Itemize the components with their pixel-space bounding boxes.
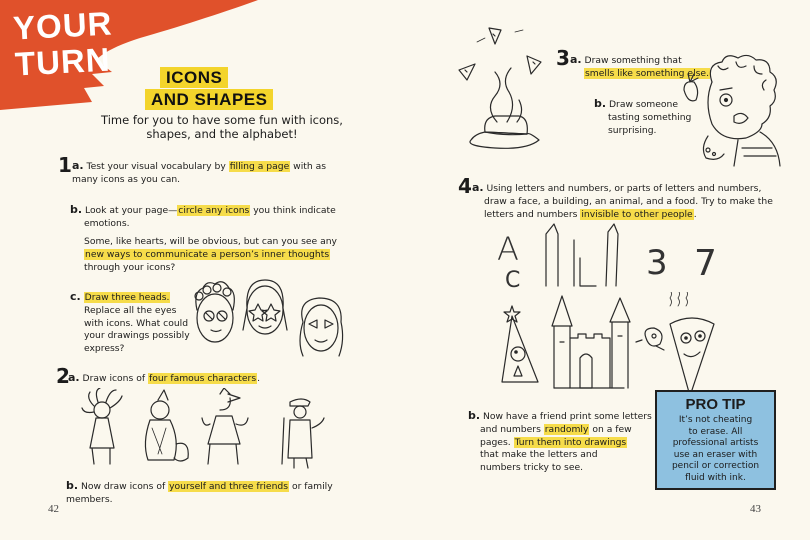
exercise-1a-letter: a.	[72, 159, 84, 172]
exercise-4a-line1: Using letters and numbers, or parts of letters and numbers,	[486, 183, 762, 194]
exercise-1b-p2-line3: through your icons?	[84, 261, 176, 273]
hat-pizza-smell-sketch	[455, 22, 555, 162]
exercise-1b-p2	[84, 236, 364, 274]
pro-tip-line2: to erase. All	[688, 426, 743, 437]
pro-tip-line5: pencil or correction	[671, 461, 760, 472]
exercise-1c-line2: Replace all the eyes	[84, 304, 177, 316]
exercise-4b-line4: that make the letters and	[480, 449, 598, 461]
four-characters-sketch	[80, 388, 330, 472]
exercise-1b-letter: b.	[70, 203, 83, 216]
page-number-right: 43	[750, 503, 761, 515]
exercise-2a-highlight: four famous characters	[148, 373, 257, 384]
exercise-1b-p2-highlight: new ways to communicate a person’s inner thoughts	[85, 248, 330, 260]
pro-tip-line4: use an eraser with	[673, 449, 758, 460]
exercise-2-number: 2	[56, 364, 70, 388]
exercise-4-number: 4	[458, 174, 472, 198]
exercise-1a-line2: many icons as you can.	[72, 173, 181, 185]
exercise-1a-pre: Test your visual vocabulary by	[86, 161, 229, 172]
exercise-4b	[468, 410, 658, 475]
banner-line1: YOUR	[12, 4, 114, 47]
exercise-1c	[70, 291, 200, 356]
letter-castle-outline-sketch	[540, 222, 630, 302]
exercise-2b-highlight: yourself and three friends	[169, 481, 289, 492]
exercise-3a-line1: Draw something that	[584, 55, 682, 66]
exercise-1c-highlight: Draw three heads.	[84, 292, 170, 303]
title-line2: AND SHAPES	[145, 89, 273, 110]
exercise-1b-p2-line1: Some, like hearts, will be obvious, but can you see any	[84, 236, 337, 247]
pro-tip-body	[657, 415, 774, 485]
exercise-1b	[70, 204, 360, 231]
exercise-4b-line2-pre: and numbers	[480, 423, 544, 435]
castle-face-food-sketch	[494, 292, 724, 400]
pro-tip-line6: fluid with ink.	[685, 472, 746, 483]
sketch-letter-a: A	[497, 230, 519, 268]
exercise-4a-line3-post: .	[693, 208, 697, 220]
sketch-number-3: 3	[646, 243, 668, 283]
banner-line2: TURN	[14, 40, 112, 83]
tasting-person-sketch	[682, 52, 792, 170]
exercise-1c-line5: express?	[84, 343, 125, 355]
exercise-3b-line2: tasting something	[608, 111, 692, 123]
exercise-2a-post: .	[257, 373, 261, 384]
exercise-2a-letter: a.	[68, 371, 80, 384]
exercise-1c-letter: c.	[70, 290, 81, 303]
exercise-3a-highlight: smells like something else.	[585, 67, 709, 79]
banner-text	[12, 5, 115, 82]
exercise-1-number: 1	[58, 153, 72, 177]
pro-tip-box	[655, 390, 776, 490]
page-number-left: 42	[48, 503, 59, 515]
three-heads-sketch	[185, 270, 360, 360]
exercise-1a-post: with as	[290, 161, 327, 172]
exercise-2b-pre: Now draw icons of	[80, 481, 169, 492]
pro-tip-line3: professional artists	[672, 438, 759, 449]
exercise-4b-letter: b.	[468, 409, 481, 422]
exercise-4a	[472, 182, 792, 221]
sketch-number-7: 7	[694, 243, 717, 284]
pro-tip-heading: PRO TIP	[685, 396, 746, 413]
exercise-1a	[72, 160, 352, 187]
intro-text	[92, 113, 352, 141]
exercise-1a-highlight: filling a page	[229, 161, 290, 172]
exercise-3b-letter: b.	[594, 97, 607, 110]
exercise-2b-post: or family members.	[66, 481, 333, 505]
exercise-3a-letter: a.	[570, 53, 582, 66]
exercise-3-number: 3	[556, 46, 570, 70]
exercise-2a	[68, 372, 348, 386]
exercise-4a-highlight: invisible to other people	[581, 208, 693, 220]
exercise-4b-line1: Now have a friend print some letters	[482, 411, 652, 422]
exercise-4a-line3-pre: letters and numbers	[484, 208, 581, 220]
title-line1: ICONS	[160, 67, 228, 88]
pro-tip-line1: It’s not cheating	[678, 415, 753, 425]
exercise-4b-line3-pre: pages.	[480, 436, 514, 448]
intro-line1: Time for you to have some fun with icons,	[101, 113, 343, 127]
exercise-3b-line3: surprising.	[608, 124, 657, 136]
exercise-4b-line2-post: on a few	[589, 423, 632, 435]
exercise-3b-line1: Draw someone	[608, 99, 679, 110]
exercise-1b-post: you think indicate	[250, 205, 336, 216]
exercise-1b-highlight: circle any icons	[178, 205, 250, 216]
exercise-2a-pre: Draw icons of	[82, 373, 148, 384]
exercise-1b-line2: emotions.	[84, 217, 130, 229]
exercise-4b-line3-highlight: Turn them into drawings	[514, 436, 627, 448]
exercise-4a-letter: a.	[472, 181, 484, 194]
exercise-1c-line3: with icons. What could	[84, 317, 189, 329]
intro-line2: shapes, and the alphabet!	[146, 127, 298, 141]
exercise-1c-line4: your drawings possibly	[84, 330, 190, 342]
exercise-2b	[66, 480, 366, 507]
exercise-4b-line2-highlight: randomly	[544, 423, 589, 435]
exercise-2b-letter: b.	[66, 479, 79, 492]
exercise-4b-line5: numbers tricky to see.	[480, 462, 584, 474]
exercise-1b-pre: Look at your page—	[84, 205, 178, 216]
exercise-4a-line2: draw a face, a building, an animal, and a food. Try to make the	[484, 195, 773, 207]
sketch-letter-c: C	[505, 268, 521, 293]
